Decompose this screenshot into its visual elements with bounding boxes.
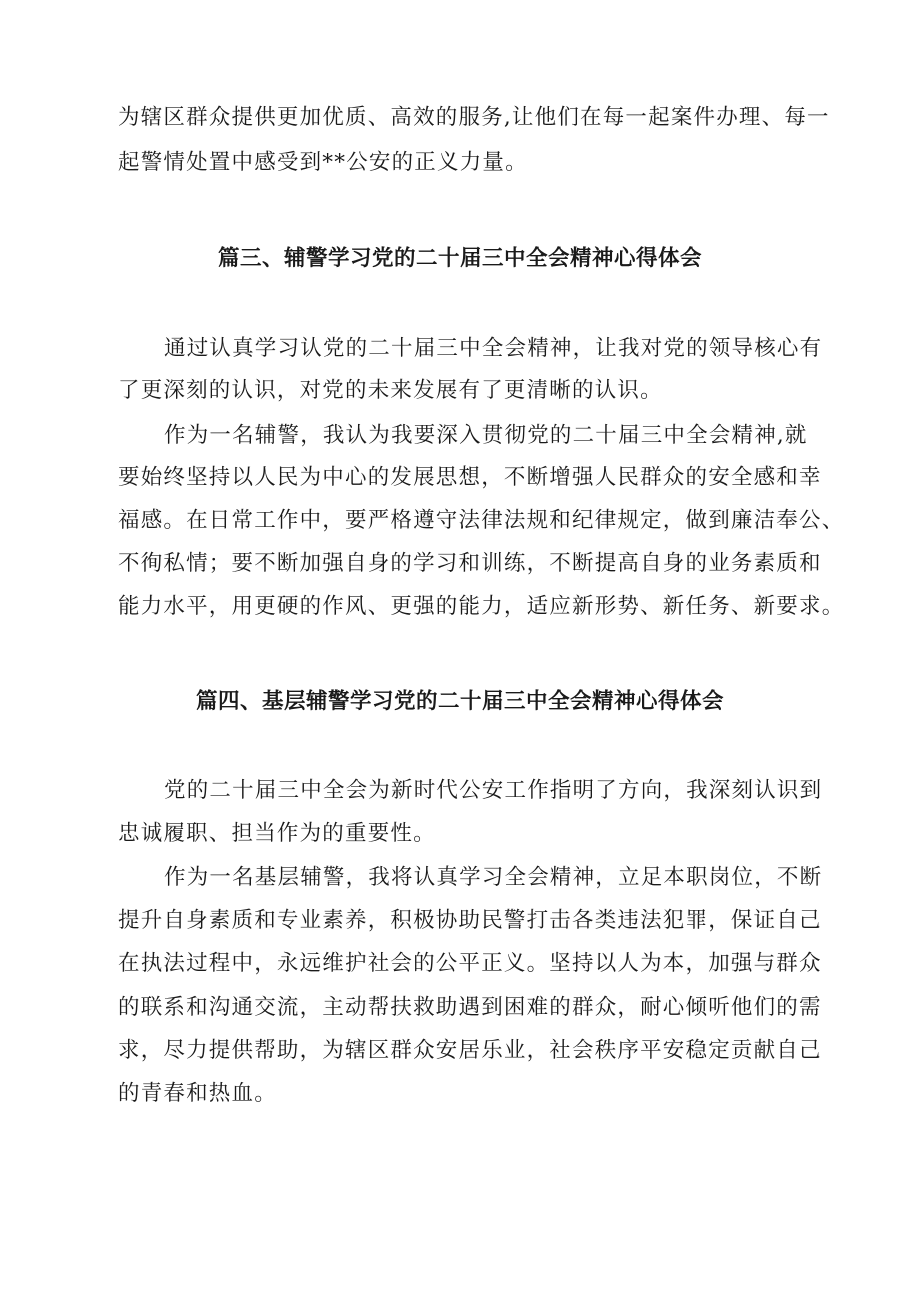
section3-p2-line-4: 不徇私情；要不断加强自身的学习和训练，不断提高自身的业务素质和 bbox=[118, 551, 822, 576]
section4-p2-line-6: 的青春和热血。 bbox=[118, 1081, 277, 1106]
section4-p2-line-5: 求，尽力提供帮助，为辖区群众安居乐业，社会秩序平安稳定贡献自己 bbox=[118, 1038, 822, 1063]
section3-p2-line-2: 要始终坚持以人民为中心的发展思想，不断增强人民群众的安全感和幸 bbox=[118, 465, 822, 490]
section3-p2-line-3: 福感。在日常工作中，要严格遵守法律法规和纪律规定，做到廉洁奉公、 bbox=[118, 508, 845, 533]
section4-p1-line-2: 忠诚履职、担当作为的重要性。 bbox=[118, 821, 436, 846]
section4-p2-line-2: 提升自身素质和专业素养，积极协助民警打击各类违法犯罪，保证自己 bbox=[118, 908, 822, 933]
section4-p2-line-4: 的联系和沟通交流，主动帮扶救助遇到困难的群众，耐心倾听他们的需 bbox=[118, 995, 822, 1020]
section4-title: 篇四、基层辅警学习党的二十届三中全会精神心得体会 bbox=[195, 689, 724, 714]
section3-p1-line-1: 通过认真学习认党的二十届三中全会精神，让我对党的领导核心有 bbox=[164, 336, 823, 361]
section3-p2-line-1: 作为一名辅警，我认为我要深入贯彻党的二十届三中全会精神,就 bbox=[164, 423, 808, 448]
section4-p2-line-1: 作为一名基层辅警，我将认真学习全会精神，立足本职岗位，不断 bbox=[164, 865, 823, 890]
section4-p1-line-1: 党的二十届三中全会为新时代公安工作指明了方向，我深刻认识到 bbox=[164, 778, 823, 803]
section3-title: 篇三、辅警学习党的二十届三中全会精神心得体会 bbox=[217, 246, 702, 271]
intro-line-2: 起警情处置中感受到**公安的正义力量。 bbox=[118, 150, 528, 175]
section4-p2-line-3: 在执法过程中，永远维护社会的公平正义。坚持以人为本，加强与群众 bbox=[118, 951, 822, 976]
section3-p1-line-2: 了更深刻的认识，对党的未来发展有了更清晰的认识。 bbox=[118, 378, 663, 403]
section3-p2-line-5: 能力水平，用更硬的作风、更强的能力，适应新形势、新任务、新要求。 bbox=[118, 594, 845, 619]
intro-line-1: 为辖区群众提供更加优质、高效的服务,让他们在每一起案件办理、每一 bbox=[118, 105, 830, 130]
